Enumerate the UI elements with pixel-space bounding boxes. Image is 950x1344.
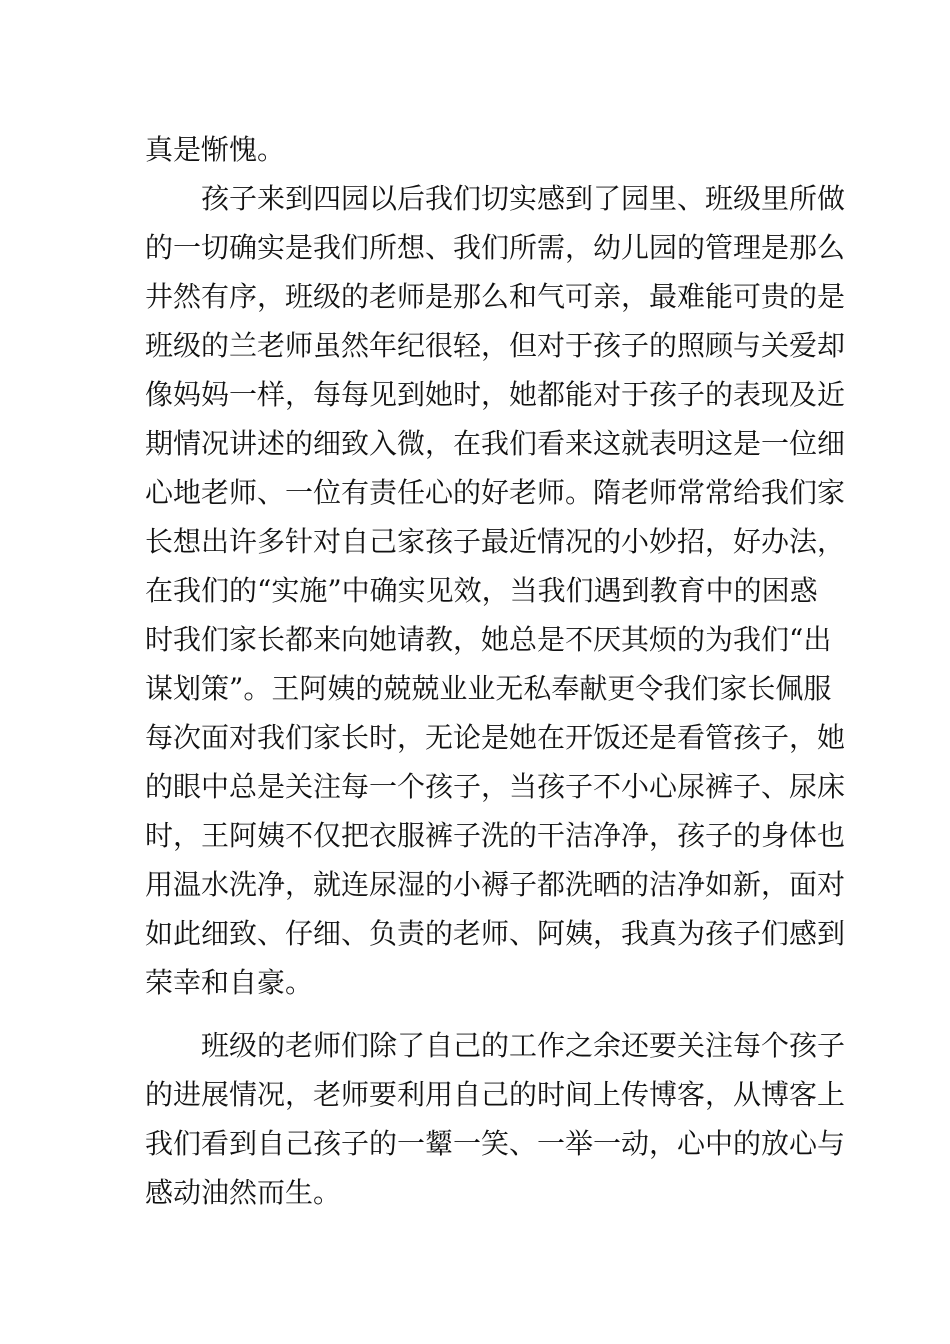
text-line: 用温水洗净，就连尿湿的小褥子都洗晒的洁净如新，面对 [145, 868, 846, 901]
text-line: 期情况讲述的细致入微，在我们看来这就表明这是一位细 [145, 427, 846, 460]
text-line: 谋划策”。王阿姨的兢兢业业无私奉献更令我们家长佩服 [145, 672, 832, 705]
text-line: 长想出许多针对自己家孩子最近情况的小妙招，好办法， [145, 525, 846, 558]
text-line: 的眼中总是关注每一个孩子，当孩子不小心尿裤子、尿床 [145, 770, 846, 803]
text-line: 荣幸和自豪。 [145, 966, 314, 999]
text-line: 如此细致、仔细、负责的老师、阿姨，我真为孩子们感到 [145, 917, 846, 950]
text-line: 时我们家长都来向她请教，她总是不厌其烦的为我们“出 [145, 623, 832, 656]
text-line: 井然有序，班级的老师是那么和气可亲，最难能可贵的是 [145, 280, 846, 313]
text-line: 心地老师、一位有责任心的好老师。隋老师常常给我们家 [145, 476, 846, 509]
text-line: 每次面对我们家长时，无论是她在开饭还是看管孩子，她 [145, 721, 846, 754]
text-line: 班级的兰老师虽然年纪很轻，但对于孩子的照顾与关爱却 [145, 329, 846, 362]
text-line: 真是惭愧。 [145, 133, 286, 166]
text-line: 在我们的“实施”中确实见效，当我们遇到教育中的困惑 [145, 574, 818, 607]
text-line: 的进展情况，老师要利用自己的时间上传博客，从博客上 [145, 1078, 846, 1111]
text-line: 的一切确实是我们所想、我们所需，幼儿园的管理是那么 [145, 231, 846, 264]
text-line: 像妈妈一样，每每见到她时，她都能对于孩子的表现及近 [145, 378, 846, 411]
text-line: 班级的老师们除了自己的工作之余还要关注每个孩子 [201, 1029, 846, 1062]
text-line: 感动油然而生。 [145, 1176, 342, 1209]
text-line: 孩子来到四园以后我们切实感到了园里、班级里所做 [201, 182, 846, 215]
text-line: 时，王阿姨不仅把衣服裤子洗的干洁净净，孩子的身体也 [145, 819, 846, 852]
text-line: 我们看到自己孩子的一颦一笑、一举一动，心中的放心与 [145, 1127, 846, 1160]
